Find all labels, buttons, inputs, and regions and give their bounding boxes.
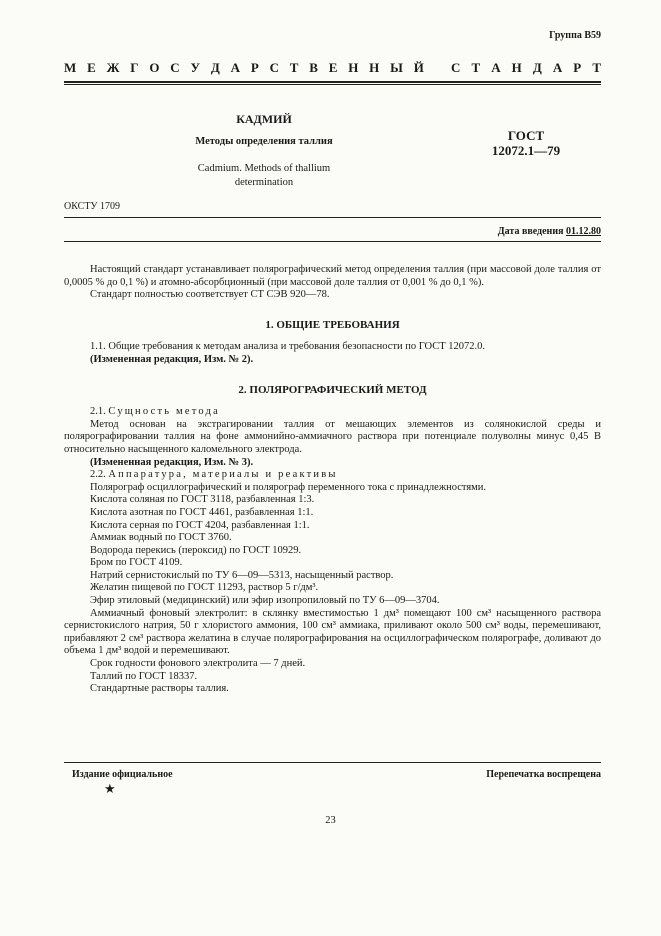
banner-letter: Н — [348, 60, 359, 75]
document-body — [64, 264, 601, 696]
banner-letter: Ы — [390, 60, 403, 75]
electrolyte-preparation: Аммиачный фоновый электролит: в склянку вместимостью 1 дм³ помещают 100 см³ насыщенного раствора сернистокислого натрия, 50 г хлористого аммония, 100 см³ аммиака, приливают около 500 см³ воды, перемешивают, прибавляют 2 см³ раствора желатина в случае полярографирования на осциллографическом полярографе, доливают до объема 1 дм³ водой и перемешивают. — [64, 607, 601, 657]
banner-rule-bottom — [64, 84, 601, 85]
section2-heading: 2. ПОЛЯРОГРАФИЧЕСКИЙ МЕТОД — [238, 383, 427, 396]
clause-2-2-number: 2.2. — [90, 469, 106, 481]
intro-compliance: Стандарт полностью соответствует СТ СЭВ 920—78. — [90, 289, 330, 301]
banner-word-standard — [451, 60, 601, 76]
banner-letter: Е — [87, 60, 96, 75]
reagent-item: Аммиак водный по ГОСТ 3760. — [90, 532, 232, 544]
reagent-item: Стандартные растворы таллия. — [90, 683, 229, 695]
banner-letter: Т — [289, 60, 299, 75]
reagent-item: Кислота азотная по ГОСТ 4461, разбавленная 1:1. — [90, 506, 314, 518]
clause-2-2 — [64, 469, 601, 482]
reagent-item: Полярограф осциллографический и полярограф переменного тока с принадлежностями. — [90, 481, 487, 493]
clause-2-1 — [64, 406, 601, 419]
gost-code: 12072.1—79 — [491, 143, 561, 158]
title-english-line1: Cadmium. Methods of thallium — [197, 163, 331, 174]
banner-letter: О — [149, 60, 160, 75]
section1-clause: 1.1. Общие требования к методам анализа и требования безопасности по ГОСТ 12072.0. — [90, 341, 486, 353]
section1-amendment: (Измененная редакция, Изм. № 2). — [90, 353, 254, 365]
reagent-item: Бром по ГОСТ 4109. — [90, 557, 183, 569]
star-icon: ★ — [104, 781, 116, 796]
reagent-item: Желатин пищевой по ГОСТ 11293, раствор 5 г/дм³. — [90, 582, 319, 594]
reagent-item: Таллий по ГОСТ 18337. — [90, 670, 198, 682]
section2-amendment: (Измененная редакция, Изм. № 3). — [90, 456, 254, 468]
banner-letter: Д — [210, 60, 220, 75]
banner-letter: Й — [413, 60, 424, 75]
official-edition: Издание официальное — [72, 769, 173, 780]
banner-letter: Н — [511, 60, 522, 75]
reagent-item: Срок годности фонового электролита — 7 дней. — [90, 658, 306, 670]
intro-paragraph: Настоящий стандарт устанавливает полярографический метод определения таллия (при массовой доле таллия от 0,0005 % до 0,1 %) и атомно-абсорбционный (при массовой доле таллия от 0,001 % до 0,1 %). — [64, 264, 601, 288]
banner-letter: У — [190, 60, 201, 75]
banner-rule-top — [64, 81, 601, 83]
title-english-line2: determination — [234, 177, 294, 188]
okstu-code: ОКСТУ 1709 — [64, 201, 121, 212]
banner-letter: Г — [130, 60, 139, 75]
clause-2-2-title: Аппаратура, материалы и реактивы — [108, 469, 338, 481]
header-rule — [64, 217, 601, 218]
reagent-item: Натрий сернистокислый по ТУ 6—09—5313, насыщенный раствор. — [90, 569, 394, 581]
banner-letter: А — [230, 60, 240, 75]
banner-letter: С — [451, 60, 461, 75]
banner-letter: А — [552, 60, 563, 75]
page-number: 23 — [325, 815, 336, 826]
banner-letter: А — [491, 60, 501, 75]
banner-letter: Р — [250, 60, 259, 75]
title-main: КАДМИЙ — [236, 112, 292, 126]
group-code: Группа В59 — [549, 30, 601, 41]
banner-letter: В — [309, 60, 318, 75]
effective-date — [498, 226, 601, 237]
banner-letter: Д — [532, 60, 542, 75]
banner-letter: М — [64, 60, 77, 75]
standard-banner — [64, 60, 601, 76]
banner-letter: Р — [573, 60, 582, 75]
banner-word-interstate — [64, 60, 424, 76]
banner-letter: Ж — [106, 60, 120, 75]
clause-2-1-number: 2.1. — [90, 406, 106, 418]
banner-letter: Т — [471, 60, 481, 75]
footer-rule — [64, 762, 601, 763]
banner-letter: Н — [369, 60, 380, 75]
effective-date-value: 01.12.80 — [566, 226, 601, 237]
method-principle: Метод основан на экстрагировании таллия от мешающих элементов из солянокислой среды и полярографировании таллия на фоне аммонийно-аммиачного раствора при потенциале полуволны минус 0,45 В относительно насыщенного каломельного электрода. — [64, 418, 601, 455]
reagent-item: Эфир этиловый (медицинский) или эфир изопропиловый по ТУ 6—09—3704. — [90, 595, 440, 607]
gost-label: ГОСТ — [507, 128, 545, 143]
banner-letter: Т — [592, 60, 601, 75]
section1-heading: 1. ОБЩИЕ ТРЕБОВАНИЯ — [265, 318, 400, 331]
reagent-item: Кислота серная по ГОСТ 4204, разбавленная 1:1. — [90, 519, 310, 531]
gost-number — [471, 128, 581, 158]
banner-letter: С — [170, 60, 180, 75]
title-english — [64, 162, 464, 190]
reagent-item: Кислота соляная по ГОСТ 3118, разбавленная 1:3. — [90, 494, 315, 506]
banner-letter: Е — [328, 60, 338, 75]
date-rule — [64, 241, 601, 242]
reagent-item: Водорода перекись (пероксид) по ГОСТ 10929. — [90, 544, 302, 556]
effective-date-label: Дата введения — [497, 226, 564, 237]
clause-2-1-title: Сущность метода — [108, 406, 220, 418]
title-sub: Методы определения таллия — [195, 136, 333, 147]
banner-letter: С — [269, 60, 279, 75]
reprint-prohibited: Перепечатка воспрещена — [486, 769, 601, 780]
